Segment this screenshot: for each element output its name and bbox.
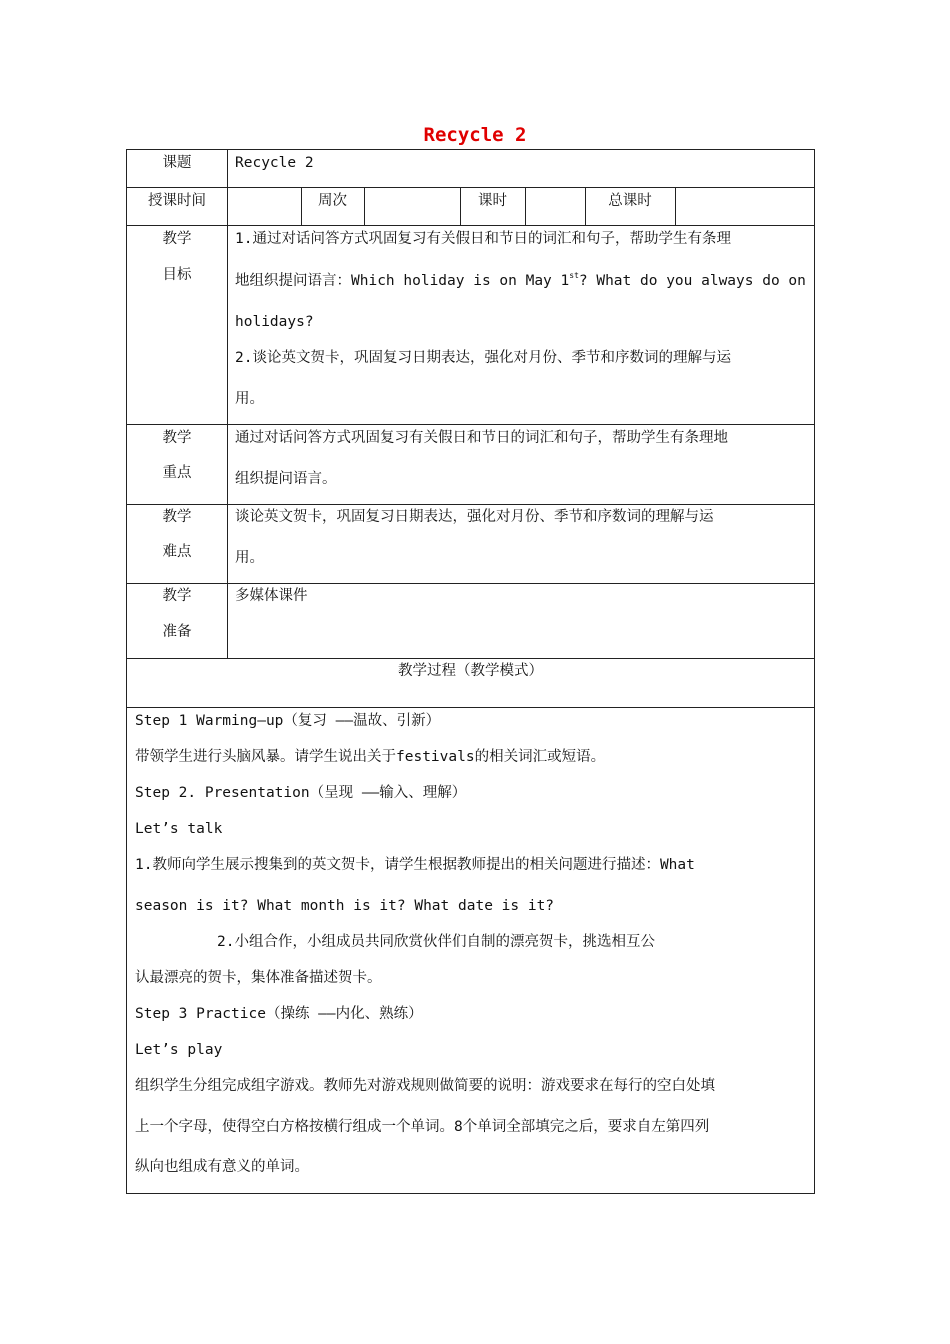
key-points-text: 通过对话问答方式巩固复习有关假日和节日的词汇和句子，帮助学生有条理地 — [235, 430, 728, 446]
row-divider — [127, 504, 814, 505]
process-line: Step 1 Warming—up（复习 ——温故、引新） — [135, 713, 441, 729]
goals-label: 目标 — [162, 267, 192, 283]
key-points-label: 教学 — [162, 430, 192, 446]
row-divider — [127, 187, 814, 188]
document-title: Recycle 2 — [423, 124, 527, 146]
topic-label: 课题 — [162, 155, 192, 171]
key-points-label: 重点 — [162, 465, 192, 481]
row-divider — [127, 225, 814, 226]
process-line: 2.小组合作，小组成员共同欣赏伙伴们自制的漂亮贺卡，挑选相互公 — [217, 934, 655, 950]
row-divider — [127, 658, 814, 659]
key-points-text: 组织提问语言。 — [235, 471, 337, 487]
process-line: 认最漂亮的贺卡，集体准备描述贺卡。 — [135, 970, 382, 986]
process-line: 带领学生进行头脑风暴。请学生说出关于festivals的相关词汇或短语。 — [135, 749, 606, 765]
column-divider — [227, 150, 228, 658]
difficulties-text: 谈论英文贺卡，巩固复习日期表达，强化对月份、季节和序数词的理解与运 — [235, 509, 714, 525]
row-divider — [127, 707, 814, 708]
goals-text: holidays? — [235, 314, 314, 330]
lesson-plan-table — [126, 149, 815, 1194]
topic-value: Recycle 2 — [235, 155, 314, 171]
process-line: 纵向也组成有意义的单词。 — [135, 1159, 309, 1175]
difficulties-label: 难点 — [162, 544, 192, 560]
process-heading: 教学过程（教学模式） — [398, 663, 543, 679]
process-line: Let’s play — [135, 1042, 223, 1058]
process-line: season is it? What month is it? What date is it? — [135, 898, 555, 914]
goals-text: 用。 — [235, 391, 264, 407]
goals-label: 教学 — [162, 231, 192, 247]
preparation-label: 准备 — [162, 624, 192, 640]
process-line: Let’s talk — [135, 821, 223, 837]
goals-text: 1.通过对话问答方式巩固复习有关假日和节日的词汇和句子，帮助学生有条理 — [235, 231, 731, 247]
process-line: 组织学生分组完成组字游戏。教师先对游戏规则做简要的说明：游戏要求在每行的空白处填 — [135, 1078, 715, 1094]
difficulties-label: 教学 — [162, 509, 192, 525]
process-line: 1.教师向学生展示搜集到的英文贺卡，请学生根据教师提出的相关问题进行描述：What — [135, 857, 695, 873]
period-label: 课时 — [478, 193, 507, 209]
row-divider — [127, 583, 814, 584]
process-line: Step 3 Practice（操练 ——内化、熟练） — [135, 1006, 423, 1022]
process-line: 上一个字母，使得空白方格按横行组成一个单词。8个单词全部填完之后，要求自左第四列 — [135, 1119, 710, 1135]
preparation-label: 教学 — [162, 588, 192, 604]
process-line: Step 2. Presentation（呈现 ——输入、理解） — [135, 785, 467, 801]
column-divider — [364, 187, 365, 225]
row-divider — [127, 424, 814, 425]
lesson-time-label: 授课时间 — [148, 193, 206, 209]
week-label: 周次 — [318, 193, 347, 209]
column-divider — [675, 187, 676, 225]
goals-text: 地组织提问语言：Which holiday is on May 1st? What do you always do on — [235, 271, 806, 289]
column-divider — [525, 187, 526, 225]
goals-text: 2.谈论英文贺卡，巩固复习日期表达，强化对月份、季节和序数词的理解与运 — [235, 350, 731, 366]
total-periods-label: 总课时 — [608, 193, 652, 209]
difficulties-text: 用。 — [235, 550, 264, 566]
preparation-text: 多媒体课件 — [235, 588, 308, 604]
